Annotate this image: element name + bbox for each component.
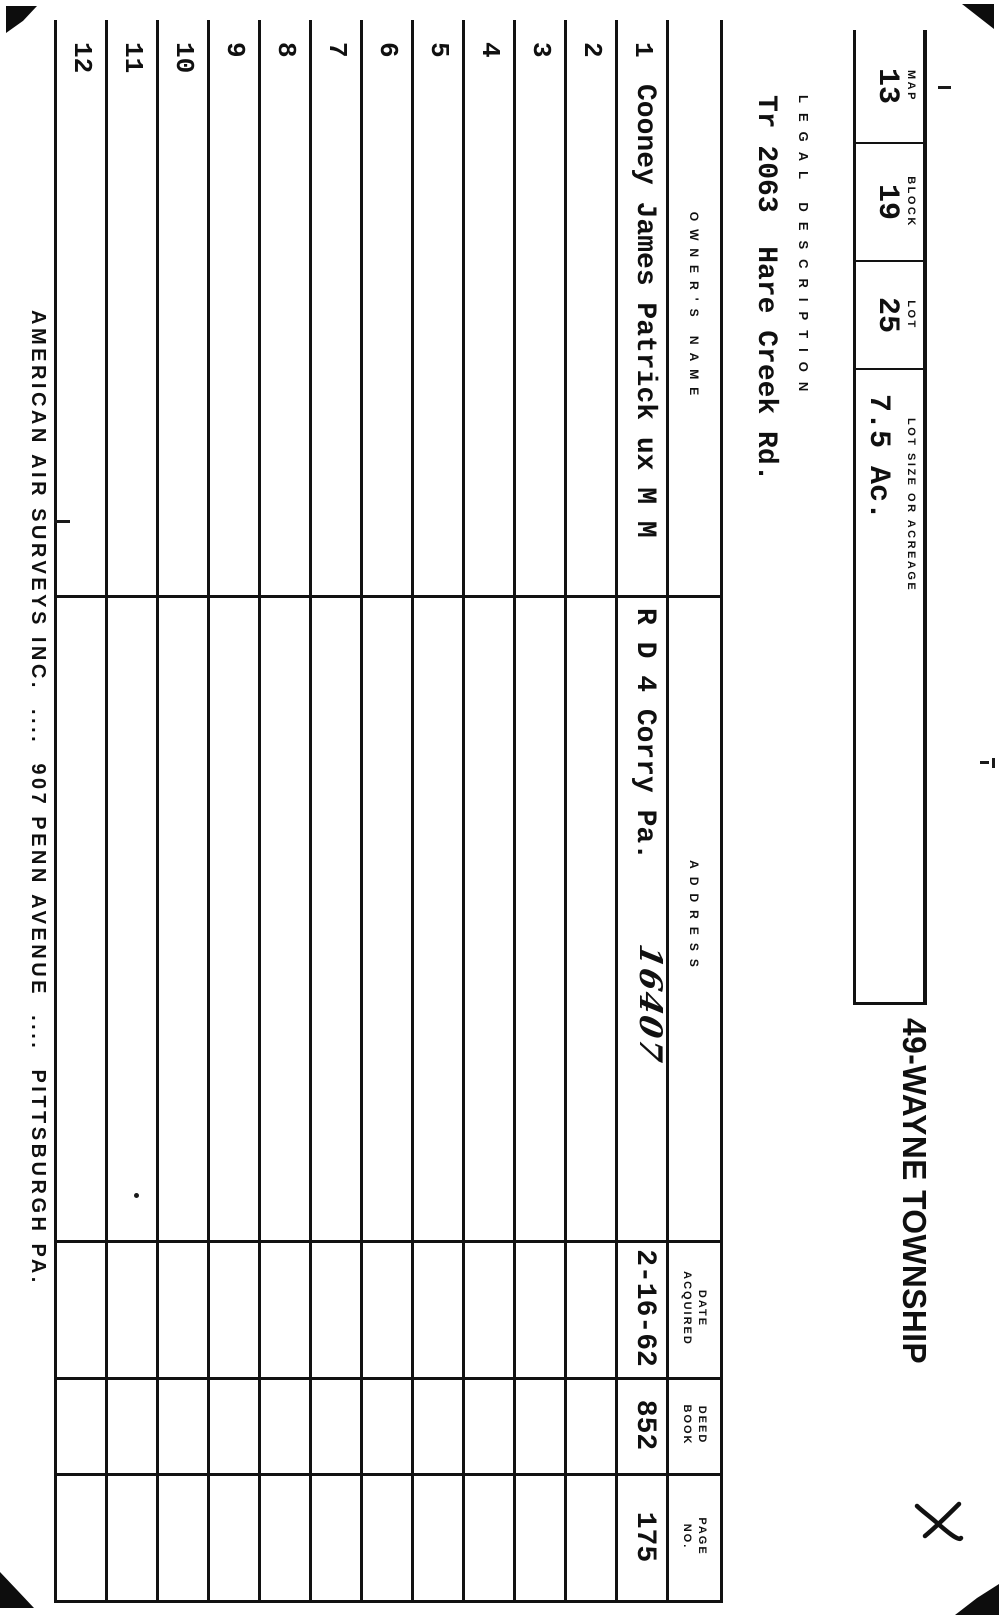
table-row — [156, 20, 207, 1600]
address-typed-value: R D 4 Corry Pa. — [629, 608, 660, 861]
map-field — [856, 30, 923, 142]
owner-name-value: Cooney James Patrick ux M M — [629, 84, 660, 538]
deed-book-header: DEED BOOK — [681, 1404, 708, 1446]
row-number: 1 — [628, 42, 658, 58]
lot-field — [856, 260, 923, 368]
map-block-lot-strip — [853, 30, 927, 1005]
township-title: 49-WAYNE TOWNSHIP — [896, 1018, 933, 1365]
table-row — [309, 20, 360, 1600]
date-acquired-header: DATE ACQUIRED — [681, 1271, 708, 1346]
table-row — [105, 20, 156, 1600]
row-number: 12 — [67, 42, 97, 74]
page-no-header: PAGE NO. — [681, 1517, 708, 1556]
table-row — [564, 20, 615, 1600]
lot-size-value: 7.5 Ac. — [861, 394, 895, 521]
scan-artifact — [938, 86, 951, 89]
scan-artifact — [992, 758, 995, 768]
address-handwritten-zip: 16407 — [632, 941, 668, 1067]
map-value: 13 — [870, 67, 904, 104]
date-acquired-value: 2-16-62 — [629, 1249, 660, 1367]
row-number: 2 — [577, 42, 607, 58]
handwritten-x-mark — [911, 1492, 969, 1554]
row-number: 8 — [271, 42, 301, 58]
surveyor-imprint: AMERICAN AIR SURVEYS INC. .... 907 PENN AVENUE .... PITTSBURGH PA. — [27, 310, 49, 1286]
table-row — [513, 20, 564, 1600]
table-row — [462, 20, 513, 1600]
scan-artifact — [980, 761, 989, 764]
row-number: 9 — [220, 42, 250, 58]
lot-value: 25 — [870, 296, 904, 333]
row-number: 3 — [526, 42, 556, 58]
row-number: 6 — [373, 42, 403, 58]
row-number: 7 — [322, 42, 352, 58]
row-number: 11 — [118, 42, 148, 74]
table-row — [411, 20, 462, 1600]
lot-label: LOT — [905, 300, 917, 330]
lot-size-field — [856, 368, 923, 997]
page-no-value: 175 — [629, 1511, 660, 1563]
row-number: 5 — [424, 42, 454, 58]
block-label: BLOCK — [905, 176, 917, 228]
lot-size-label: LOT SIZE OR ACREAGE — [905, 418, 917, 593]
block-value: 19 — [870, 183, 904, 220]
address-header: ADDRESS — [687, 860, 702, 975]
map-label: MAP — [905, 70, 917, 102]
table-row — [54, 20, 105, 1600]
block-field — [856, 142, 923, 260]
table-header-row — [666, 20, 720, 1600]
scan-artifact — [134, 1193, 139, 1198]
row-number: 4 — [475, 42, 505, 58]
table-row — [360, 20, 411, 1600]
table-row — [207, 20, 258, 1600]
owners-table — [54, 20, 723, 1603]
legal-description-value: Tr 2063 Hare Creek Rd. — [750, 95, 781, 482]
owners-name-header: OWNER'S NAME — [687, 211, 702, 404]
deed-book-value: 852 — [629, 1399, 660, 1451]
table-row — [258, 20, 309, 1600]
scan-artifact — [54, 520, 70, 523]
row-number: 10 — [169, 42, 199, 74]
legal-description-label: LEGAL DESCRIPTION — [796, 95, 811, 402]
